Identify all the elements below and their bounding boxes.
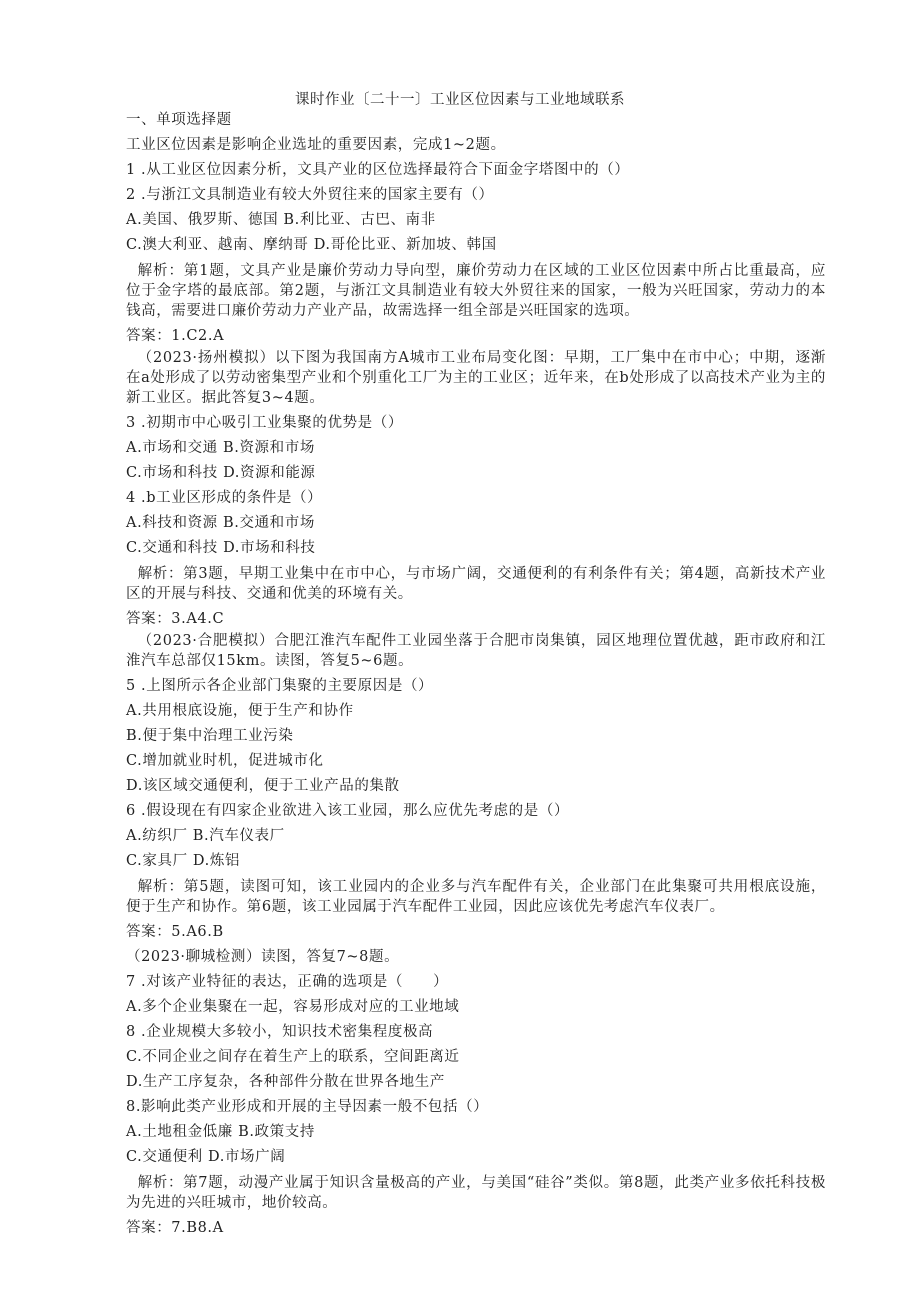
answer-q1-2: 答案：1.C2.A	[126, 328, 225, 344]
question-7: 7 .对该产业特征的表达，正确的选项是（ ）	[126, 974, 449, 990]
analysis-q3-4: 解析：第3题，早期工业集中在市中心，与市场广阔，交通便利的有利条件有关；第4题，高新技术产业区的开展与科技、交通和优美的环境有关。	[126, 566, 826, 602]
question-4-options-cd: C.交通和科技 D.市场和科技	[126, 540, 316, 556]
question-3: 3 .初期市中心吸引工业集聚的优势是（）	[126, 415, 403, 431]
question-5-option-b: B.便于集中治理工业污染	[126, 728, 294, 744]
analysis-q7-8: 解析：第7题，动漫产业属于知识含量极高的产业，与美国“硅谷”类似。第8题，此类产业多依托科技极为先进的兴旺城市，地价较高。	[126, 1175, 826, 1211]
analysis-q1-2: 解析：第1题，文具产业是廉价劳动力导向型，廉价劳动力在区域的工业区位因素中所占比重最高，应位于金字塔的最底部。第2题，与浙江文具制造业有较大外贸往来的国家，一般为兴旺国家，劳动力的本钱高，需要进口廉价劳动力产业产品，故需选择一组全部是兴旺国家的选项。	[126, 263, 826, 319]
analysis-q5-6: 解析：第5题，读图可知，该工业园内的企业多与汽车配件有关，企业部门在此集聚可共用根底设施，便于生产和协作。第6题，该工业园属于汽车配件工业园，因此应该优先考虑汽车仪表厂。	[126, 879, 826, 915]
question-3-options-cd: C.市场和科技 D.资源和能源	[126, 465, 316, 481]
question-7-option-b: 8 .企业规模大多较小，知识技术密集程度极高	[126, 1024, 434, 1040]
question-7-option-c: C.不同企业之间存在着生产上的联系，空间距离近	[126, 1049, 460, 1065]
intro-q7-8: （2023·聊城检测）读图，答复7~8题。	[126, 949, 400, 965]
question-4-options-ab: A.科技和资源 B.交通和市场	[126, 515, 315, 531]
question-2-options-cd: C.澳大利亚、越南、摩纳哥 D.哥伦比亚、新加坡、韩国	[126, 237, 497, 253]
question-5-option-d: D.该区域交通便利，便于工业产品的集散	[126, 778, 400, 794]
page-title: 课时作业〔二十一〕工业区位因素与工业地域联系	[295, 92, 625, 108]
intro-q3-4: （2023·扬州模拟）以下图为我国南方A城市工业布局变化图：早期，工厂集中在市中心；中期，逐渐在a处形成了以劳动密集型产业和个别重化工厂为主的工业区；近年来，在b处形成了以高技术产业为主的新工业区。据此答复3~4题。	[126, 350, 826, 406]
question-6: 6 .假设现在有四家企业欲进入该工业园，那么应优先考虑的是（）	[126, 803, 570, 819]
question-2-options-ab: A.美国、俄罗斯、德国 B.利比亚、古巴、南非	[126, 212, 436, 228]
section-heading: 一、单项选择题	[126, 112, 232, 128]
question-6-options-ab: A.纺织厂 B.汽车仪表厂	[126, 828, 285, 844]
question-5-option-c: C.增加就业时机，促进城市化	[126, 753, 324, 769]
question-3-options-ab: A.市场和交通 B.资源和市场	[126, 440, 315, 456]
question-5: 5 .上图所示各企业部门集聚的主要原因是（）	[126, 678, 434, 694]
question-7-option-a: A.多个企业集聚在一起，容易形成对应的工业地域	[126, 999, 460, 1015]
question-7-option-d: D.生产工序复杂，各种部件分散在世界各地生产	[126, 1074, 445, 1090]
document-body	[126, 108, 826, 1241]
question-1: 1 .从工业区位因素分析，文具产业的区位选择最符合下面金字塔图中的（）	[126, 162, 630, 178]
question-8-options-cd: C.交通便利 D.市场广阔	[126, 1149, 286, 1165]
intro-q5-6: （2023·合肥模拟）合肥江淮汽车配件工业园坐落于合肥市岗集镇，园区地理位置优越，距市政府和江淮汽车总部仅15km。读图，答复5~6题。	[126, 633, 826, 669]
question-2: 2 .与浙江文具制造业有较大外贸往来的国家主要有（）	[126, 187, 494, 203]
question-6-options-cd: C.家具厂 D.炼铝	[126, 853, 241, 869]
question-8-options-ab: A.土地租金低廉 B.政策支持	[126, 1124, 315, 1140]
answer-q3-4: 答案：3.A4.C	[126, 611, 225, 627]
intro-q1-2: 工业区位因素是影响企业选址的重要因素，完成1~2题。	[126, 137, 506, 153]
answer-q7-8: 答案：7.B8.A	[126, 1220, 224, 1236]
question-5-option-a: A.共用根底设施，便于生产和协作	[126, 703, 354, 719]
question-4: 4 .b工业区形成的条件是（）	[126, 490, 323, 506]
answer-q5-6: 答案：5.A6.B	[126, 924, 224, 940]
question-8: 8.影响此类产业形成和开展的主导因素一般不包括（）	[126, 1099, 489, 1115]
